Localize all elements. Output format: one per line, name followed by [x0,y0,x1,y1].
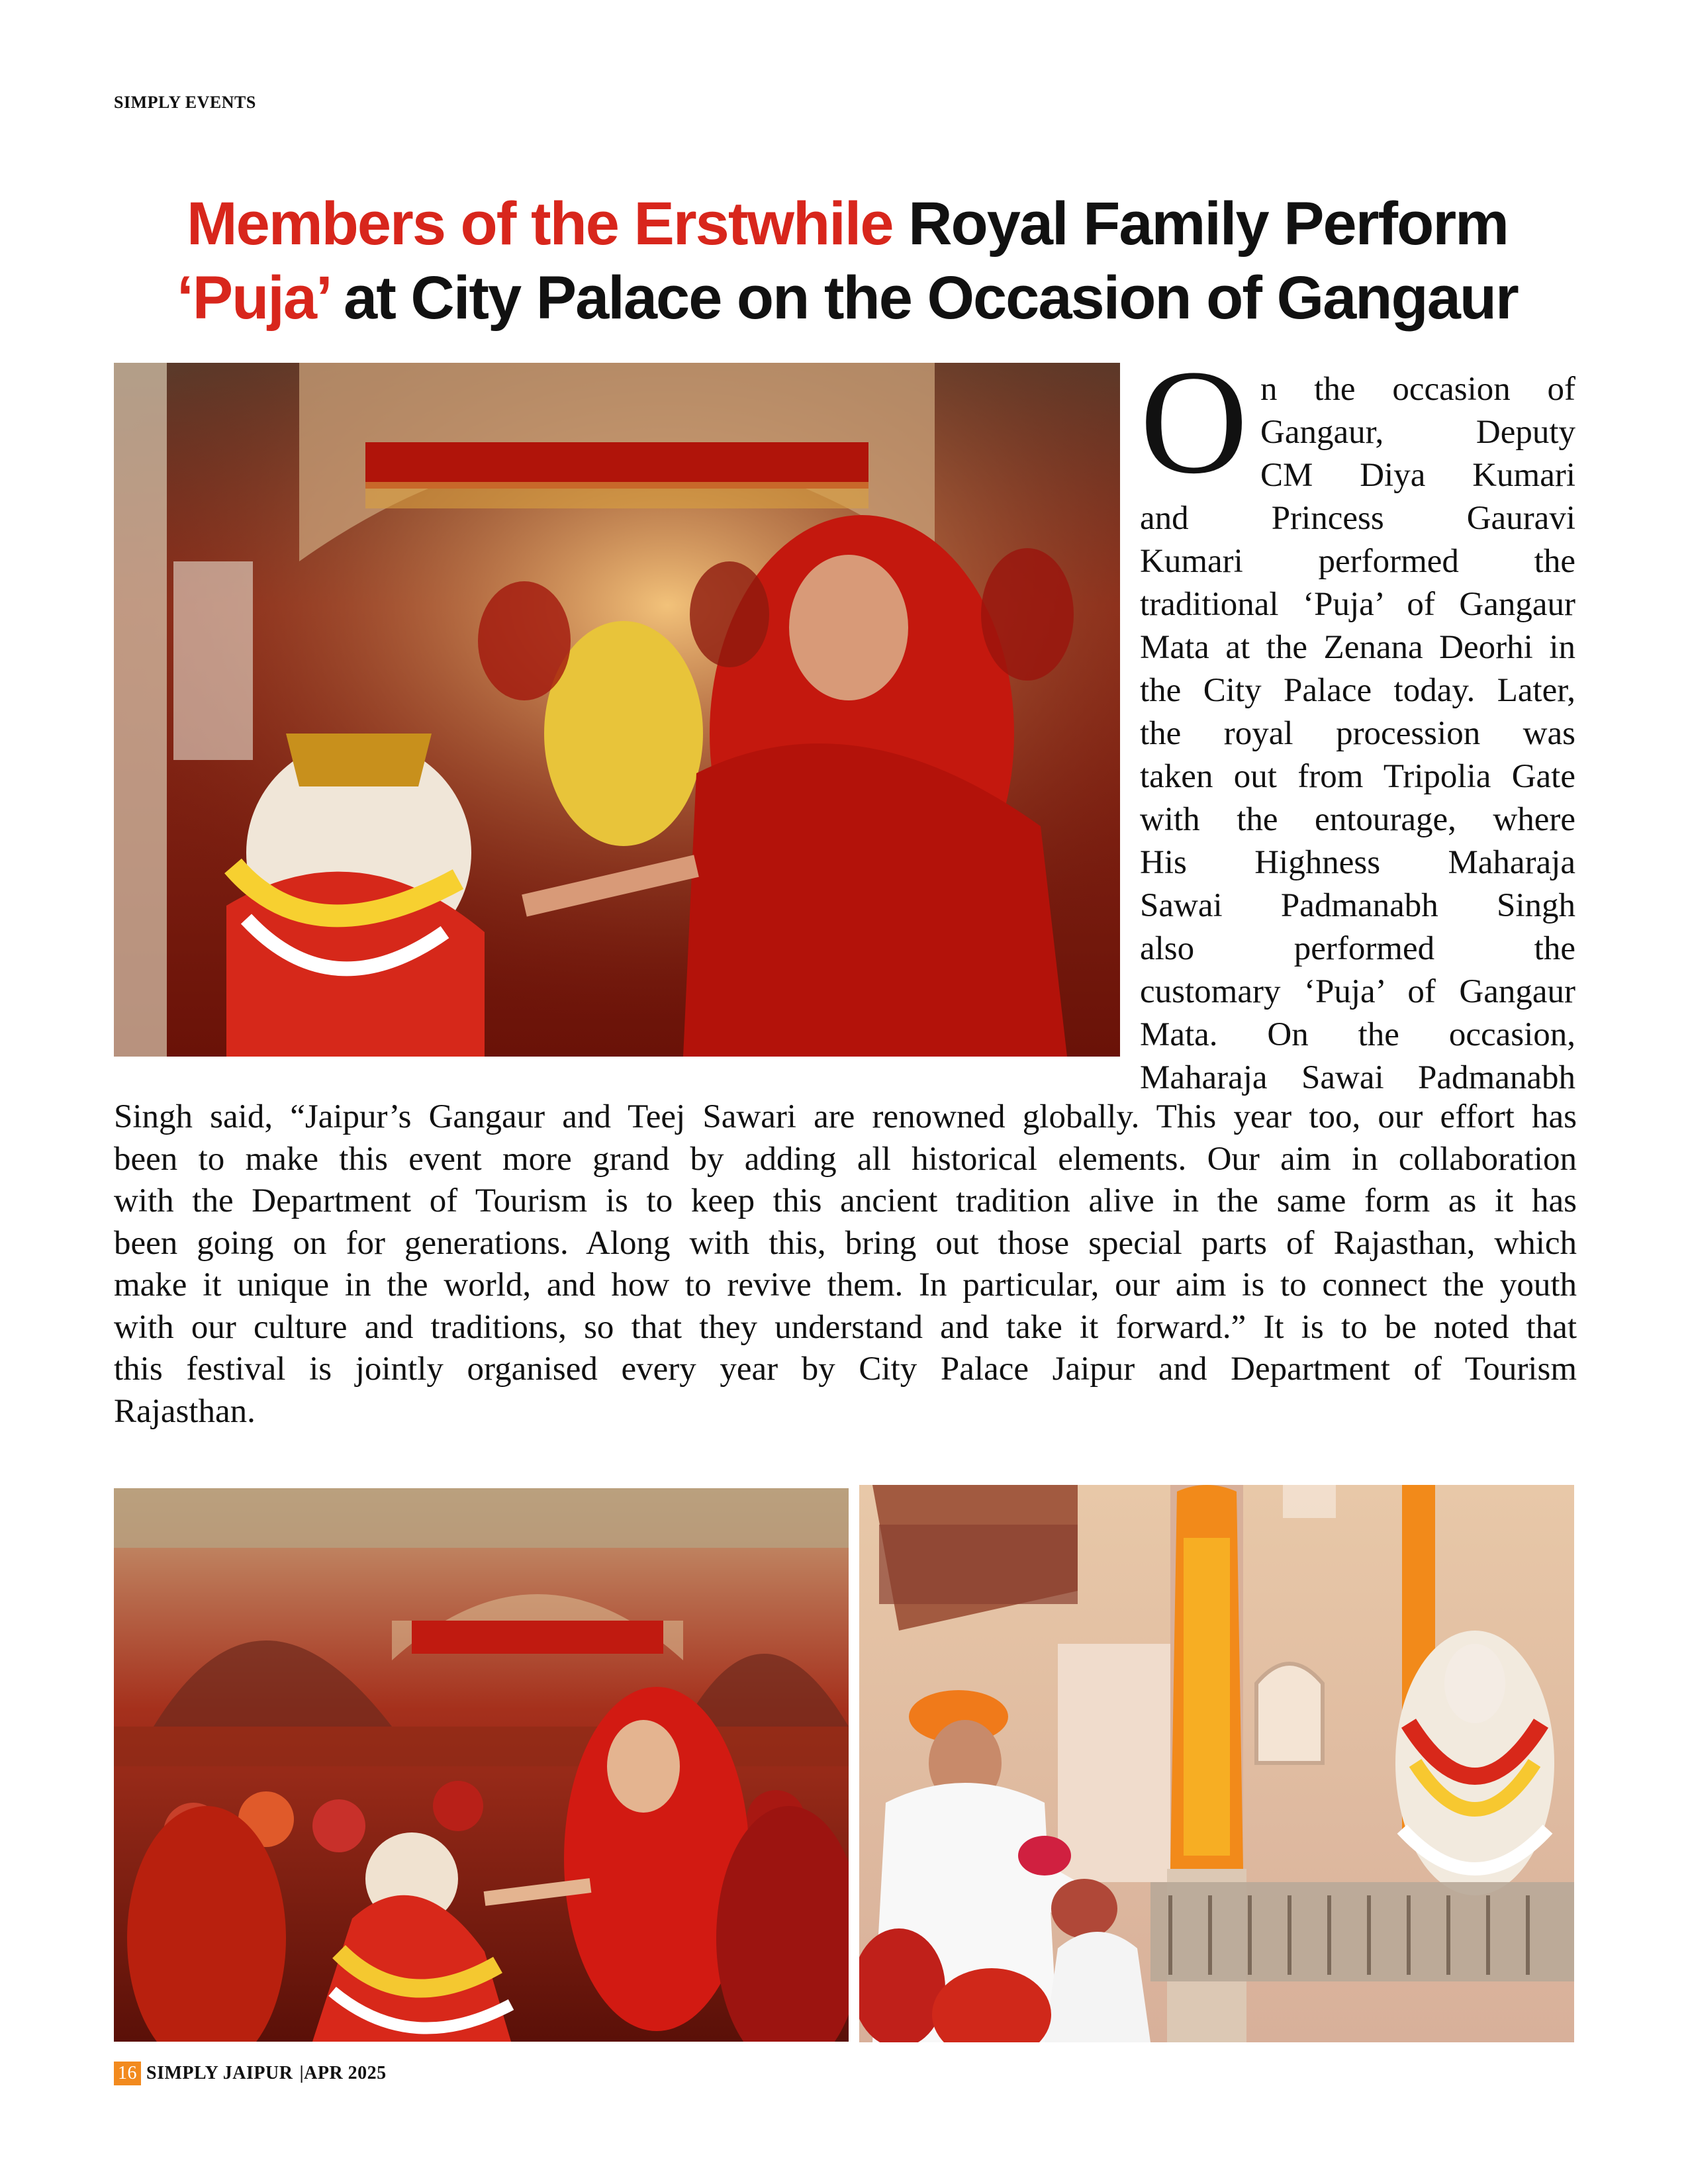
headline-black-part-2: at City Palace on the Occasion of Gangaur [344,264,1518,332]
headline [106,187,1589,335]
article-line: the royal procession was [1140,715,1575,752]
headline-red-part-2: ‘Puja’ [177,264,328,332]
page-footer [114,2059,387,2088]
article-line: Maharaja Sawai Padmanabh [1140,1059,1575,1096]
article-line: Singh said, “Jaipur’s Gangaur and Teej Sawari are renowned globally. This year too, our effort has [114,1098,1577,1135]
article-line: Rajasthan. [114,1392,256,1430]
page-number: 16 [114,2062,141,2085]
article-line: Mata. On the occasion, [1140,1016,1575,1053]
article-line: and Princess Gauravi [1140,500,1575,537]
article-line: O n the occasion of [1140,339,1575,504]
headline-black-part-1: Royal Family Perform [908,190,1508,258]
article-line: Kumari performed the [1140,543,1575,580]
article-line: traditional ‘Puja’ of Gangaur [1140,586,1575,623]
article-line: CM Diya Kumari [1260,457,1575,494]
issue-date: |APR 2025 [299,2063,387,2083]
article-line: with our culture and traditions, so that they understand and take it forward.” It is to be noted that [114,1308,1577,1346]
article-line: customary ‘Puja’ of Gangaur [1140,973,1575,1010]
photo-maharaja-puja-procession [859,1485,1574,2042]
article-wide-text [114,1096,1577,1433]
drop-cap: O [1140,339,1248,504]
article-side-column [1140,339,1575,1100]
article-line: also performed the [1140,930,1575,967]
photo-puja-zenana-deorhi [114,363,1120,1057]
headline-red-part-1: Members of the Erstwhile [187,190,893,258]
article-line: with the entourage, where [1140,801,1575,838]
publication-name: SIMPLY JAIPUR [146,2063,293,2083]
article-line: with the Department of Tourism is to keep this ancient tradition alive in the same form as it has [114,1182,1577,1219]
article-line: Mata at the Zenana Deorhi in [1140,629,1575,666]
article-line: been to make this event more grand by adding all historical elements. Our aim in collaboration [114,1140,1577,1178]
article-line: Gangaur, Deputy [1260,414,1575,451]
article-line: the City Palace today. Later, [1140,672,1575,709]
article-line: been going on for generations. Along with this, bring out those special parts of Rajasthan, which [114,1224,1577,1262]
photo-princess-puja [114,1488,849,2042]
article-line: this festival is jointly organised every year by City Palace Jaipur and Department of Tourism [114,1351,1577,1388]
article-line: Sawai Padmanabh Singh [1140,887,1575,924]
article-line: make it unique in the world, and how to revive them. In particular, our aim is to connect the youth [114,1266,1577,1304]
article-line: taken out from Tripolia Gate [1140,758,1575,795]
section-label: SIMPLY EVENTS [114,93,256,112]
article-line: His Highness Maharaja [1140,844,1575,881]
